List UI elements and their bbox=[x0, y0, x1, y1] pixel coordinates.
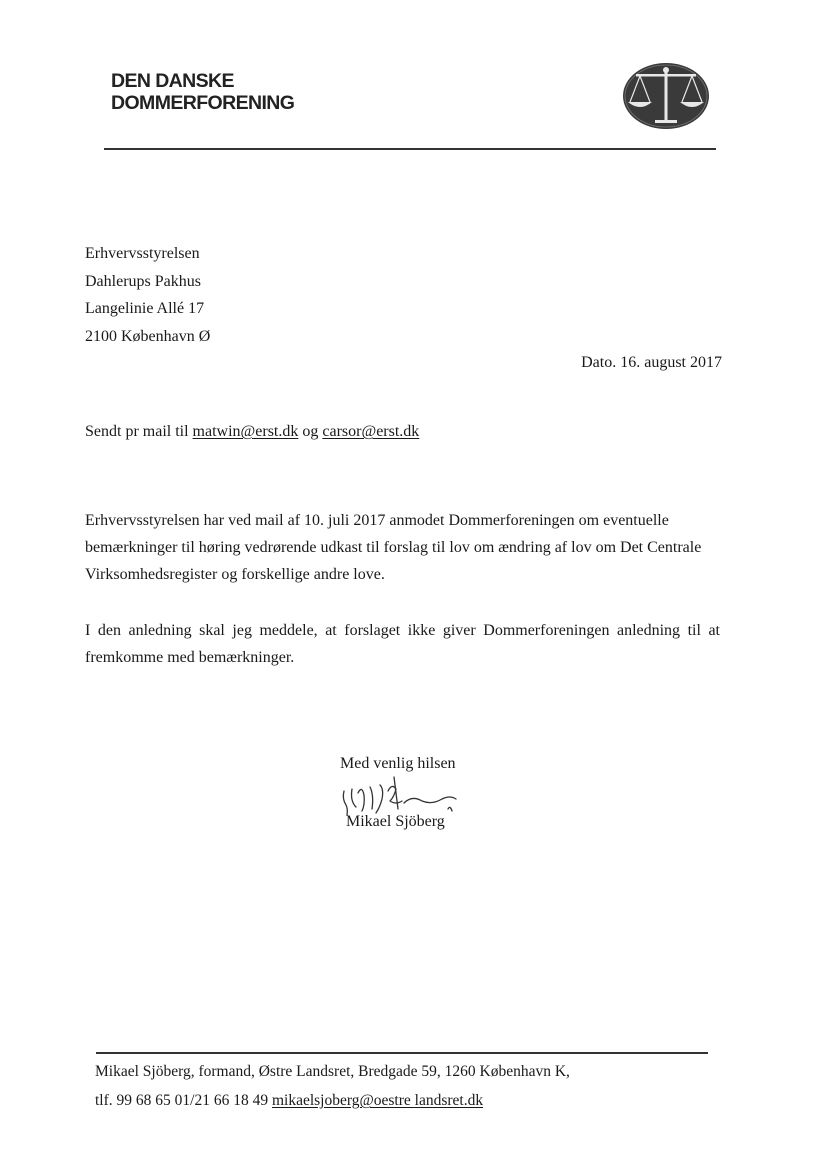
recipient-building: Dahlerups Pakhus bbox=[85, 272, 201, 290]
recipient-address bbox=[85, 240, 210, 350]
recipient-name: Erhvervsstyrelsen bbox=[85, 245, 200, 262]
email-link-2[interactable]: carsor@erst.dk bbox=[322, 423, 420, 440]
organization-name bbox=[111, 70, 294, 114]
body-paragraph-1: Erhvervsstyrelsen har ved mail af 10. juli 2017 anmodet Dommerforeningen om eventuelle bemærkninger til høring vedrørende udkast til forslag til lov om ændring af lov om Det Centrale Virksomhedsregister og forskellige andre love. bbox=[85, 512, 702, 583]
recipient-street: Langelinie Allé 17 bbox=[85, 300, 205, 317]
footer-address: Mikael Sjöberg, formand, Østre Landsret, Bredgade 59, 1260 København K, bbox=[95, 1063, 570, 1080]
sent-conjunction: og bbox=[302, 423, 319, 440]
letter-date: Dato. 16. august 2017 bbox=[581, 354, 722, 371]
signer-name: Mikael Sjöberg bbox=[346, 813, 445, 830]
sent-line bbox=[85, 423, 419, 441]
footer-contact bbox=[95, 1092, 483, 1110]
body-paragraph-2: I den anledning skal jeg meddele, at forslaget ikke giver Dommerforeningen anledning til at fremkomme med bemærkninger. bbox=[85, 622, 720, 666]
sent-prefix: Sendt pr mail til bbox=[85, 423, 189, 440]
footer-phone: tlf. 99 68 65 01/21 66 18 49 bbox=[95, 1092, 269, 1109]
footer-divider bbox=[96, 1052, 708, 1054]
org-name-line2: DOMMERFORENING bbox=[111, 92, 295, 114]
recipient-city: 2100 København Ø bbox=[85, 327, 211, 345]
scales-of-justice-icon bbox=[622, 62, 710, 130]
org-name-line1: DEN DANSKE bbox=[111, 70, 234, 92]
header-divider bbox=[104, 148, 716, 150]
footer-email-link[interactable]: mikaelsjoberg@oestre landsret.dk bbox=[271, 1092, 484, 1109]
closing-regards: Med venlig hilsen bbox=[340, 755, 456, 772]
email-link-1[interactable]: matwin@erst.dk bbox=[192, 423, 299, 440]
